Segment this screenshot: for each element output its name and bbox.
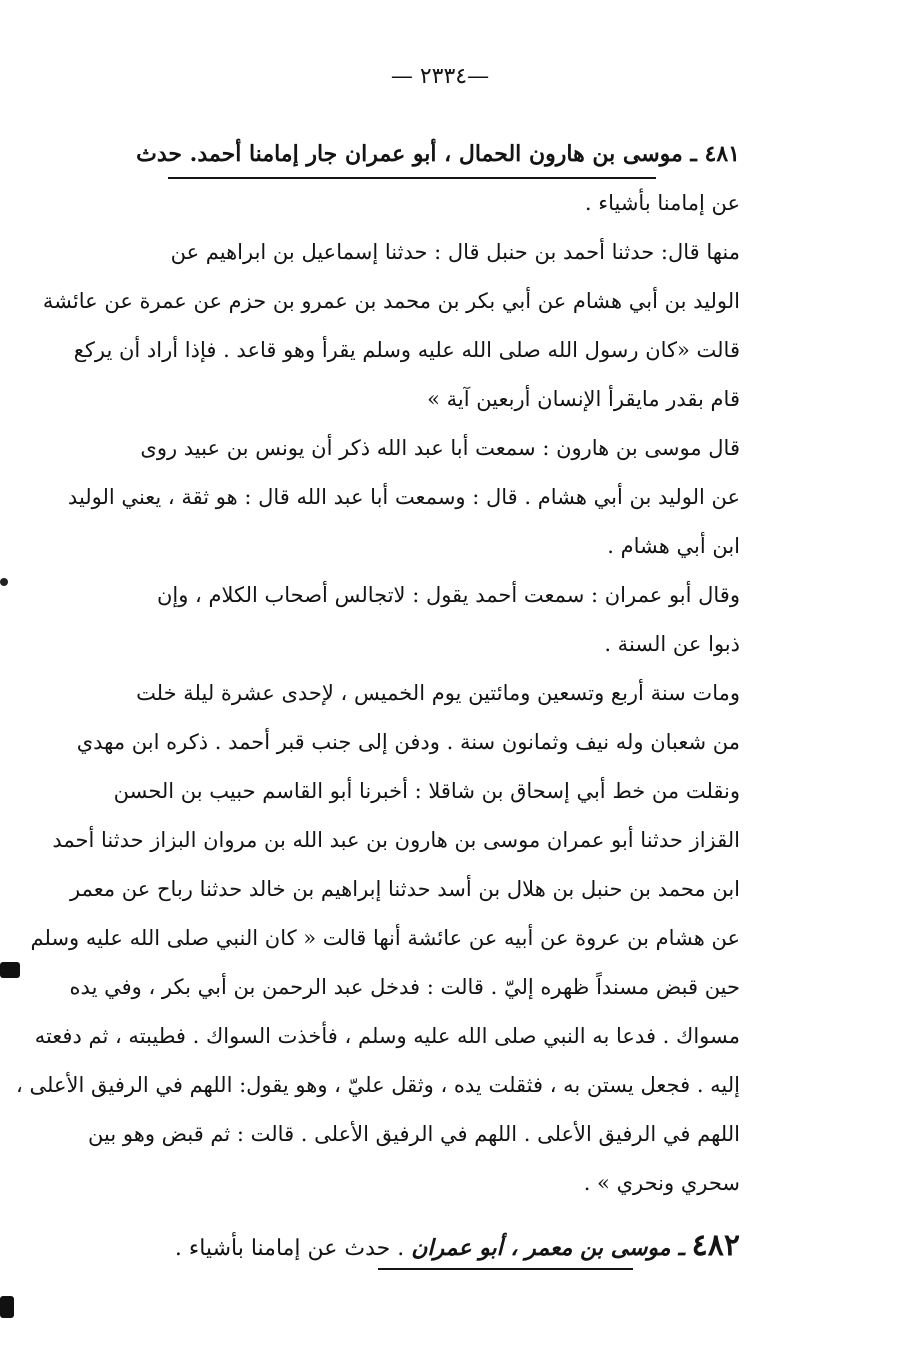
heading-underline <box>168 177 656 179</box>
entry-482-number: ٤٨٢ <box>691 1228 740 1263</box>
entry-481-heading: ٤٨١ ـ موسى بن هارون الحمال ، أبو عمران جار إمامنا أحمد. حدث <box>136 141 740 167</box>
text-line: القزاز حدثنا أبو عمران موسى بن هارون بن عبد الله بن مروان البزاز حدثنا أحمد <box>52 828 740 852</box>
text-line: ذبوا عن السنة . <box>604 632 740 656</box>
entry-482-name: ـ موسى بن معمر ، أبو عمران <box>411 1235 685 1261</box>
text-line: مسواك . فدعا به النبي صلى الله عليه وسلم ، فأخذت السواك . فطيبته ، ثم دفعته <box>34 1024 740 1048</box>
text-line: ابن أبي هشام . <box>607 534 740 558</box>
margin-ink-mark <box>0 1296 14 1318</box>
text-line: إليه . فجعل يستن به ، فثقلت يده ، وثقل عليّ ، وهو يقول: اللهم في الرفيق الأعلى ، <box>16 1073 740 1097</box>
text-line: قالت «كان رسول الله صلى الله عليه وسلم يقرأ وهو قاعد . فإذا أراد أن يركع <box>73 338 740 362</box>
entry-482 <box>150 1220 740 1275</box>
margin-dot <box>0 578 8 586</box>
text-line: ابن محمد بن حنبل بن هلال بن أسد حدثنا إبراهيم بن خالد حدثنا رباح عن معمر <box>70 877 740 901</box>
text-line: الوليد بن أبي هشام عن أبي بكر بن محمد بن عمرو بن حزم عن عمرة عن عائشة <box>42 289 740 313</box>
text-line: من شعبان وله نيف وثمانون سنة . ودفن إلى جنب قبر أحمد . ذكره ابن مهدي <box>76 730 740 754</box>
text-line: عن إمامنا بأشياء . <box>584 191 740 215</box>
text-line: عن هشام بن عروة عن أبيه عن عائشة أنها قالت « كان النبي صلى الله عليه وسلم <box>30 926 740 950</box>
page-number: —٢٣٣٤ — <box>390 64 490 89</box>
text-line: عن الوليد بن أبي هشام . قال : وسمعت أبا عبد الله قال : هو ثقة ، يعني الوليد <box>67 485 740 509</box>
entry-482-underline <box>378 1268 633 1270</box>
text-line: اللهم في الرفيق الأعلى . اللهم في الرفيق الأعلى . قالت : ثم قبض وهو بين <box>88 1122 740 1146</box>
text-line: منها قال: حدثنا أحمد بن حنبل قال : حدثنا إسماعيل بن ابراهيم عن <box>170 240 740 264</box>
entry-482-text: . حدث عن إمامنا بأشياء . <box>174 1236 405 1261</box>
text-line: قام بقدر مايقرأ الإنسان أربعين آية » <box>427 387 740 411</box>
text-line: حين قبض مسنداً ظهره إليّ . قالت : فدخل عبد الرحمن بن أبي بكر ، وفي يده <box>69 975 740 999</box>
text-line: ونقلت من خط أبي إسحاق بن شاقلا : أخبرنا أبو القاسم حبيب بن الحسن <box>113 779 740 803</box>
entry-481 <box>16 130 740 1208</box>
text-line: سحري ونحري » . <box>583 1171 740 1195</box>
text-line: وقال أبو عمران : سمعت أحمد يقول : لاتجالس أصحاب الكلام ، وإن <box>156 583 740 607</box>
text-line: ومات سنة أربع وتسعين ومائتين يوم الخميس ، لإحدى عشرة ليلة خلت <box>136 681 740 705</box>
text-line: قال موسى بن هارون : سمعت أبا عبد الله ذكر أن يونس بن عبيد روى <box>140 436 740 460</box>
margin-ink-mark <box>0 962 20 978</box>
